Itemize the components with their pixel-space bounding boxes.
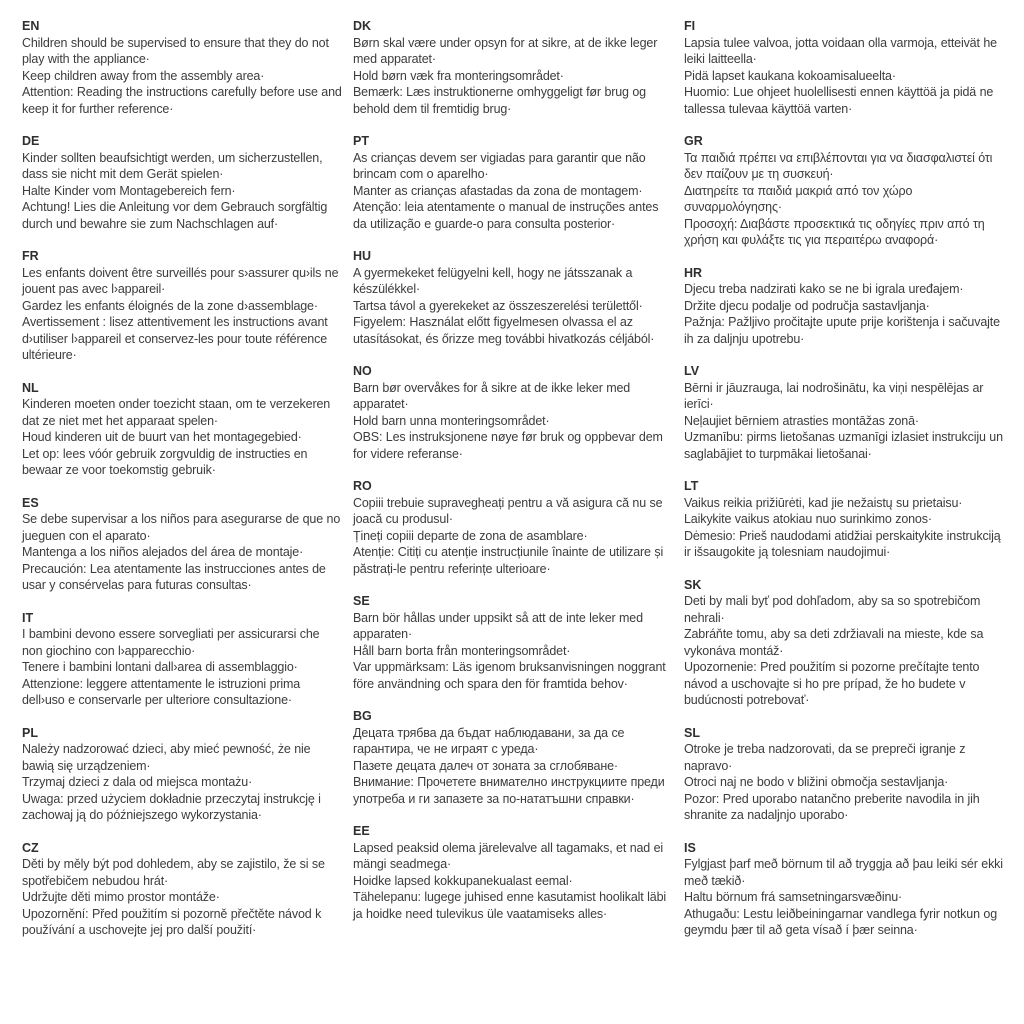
statement-fr-2: Gardez les enfants éloignés de la zone d›assemblage· xyxy=(22,298,318,313)
language-code-ee: EE xyxy=(353,824,370,838)
statement-es-3: Precaución: Lea atentamente las instrucciones antes de usar y consérvelas para futuras consultas· xyxy=(22,561,326,592)
language-section-hu xyxy=(353,248,673,347)
language-code-hu: HU xyxy=(353,249,372,263)
language-code-cz: CZ xyxy=(22,840,39,855)
statement-de-3: Achtung! Lies die Anleitung vor dem Gebrauch sorgfältig durch und bewahre sie zum Nachschlagen auf· xyxy=(22,200,328,231)
statement-de-1: Kinder sollten beaufsichtigt werden, um sicherzustellen, dass sie nicht mit dem Gerät spielen· xyxy=(22,150,323,181)
statement-lt-1: Vaikus reikia prižiūrėti, kad jie nežaistų su prietaisu· xyxy=(684,495,963,510)
language-section-ee xyxy=(353,823,673,922)
statement-pl-2: Trzymaj dzieci z dala od miejsca montażu· xyxy=(22,775,253,789)
column-middle xyxy=(353,18,673,938)
statement-no-3: OBS: Les instruksjonene nøye før bruk og oppbevar dem for videre referanse· xyxy=(353,430,663,461)
statement-hu-3: Figyelem: Használat előtt figyelmesen olvassa el az utasításokat, és őrizze meg további hivatkozás céljából· xyxy=(353,315,655,346)
statement-it-2: Tenere i bambini lontani dall›area di assemblaggio· xyxy=(22,660,298,674)
statement-ee-1: Lapsed peaksid olema järelevalve all tagamaks, et nad ei mängi seadmega· xyxy=(353,840,664,871)
language-code-fr: FR xyxy=(22,249,39,263)
statement-sk-2: Zabráňte tomu, aby sa deti zdržiavali na mieste, kde sa vykonáva montáž· xyxy=(684,627,984,658)
statement-pl-1: Należy nadzorować dzieci, aby mieć pewność, że nie bawią się urządzeniem· xyxy=(22,742,311,773)
statement-cz-3: Upozornění: Před použitím si pozorně přečtěte návod k používání a uschovejte jej pro další použití· xyxy=(22,906,322,937)
statement-sl-1: Otroke je treba nadzorovati, da se prepreči igranje z napravo· xyxy=(684,742,966,773)
statement-fi-1: Lapsia tulee valvoa, jotta voidaan olla varmoja, etteivät he leiki laitteella· xyxy=(684,35,997,66)
language-section-pl xyxy=(22,725,342,824)
language-code-pl: PL xyxy=(22,725,38,740)
statement-en-2: Keep children away from the assembly area· xyxy=(22,68,265,83)
statement-no-2: Hold barn unna monteringsområdet· xyxy=(353,413,550,428)
statement-lt-2: Laikykite vaikus atokiau nuo surinkimo zonos· xyxy=(684,512,932,526)
column-right xyxy=(684,18,1004,955)
language-section-is xyxy=(684,840,1004,939)
language-section-cz xyxy=(22,840,342,939)
statement-fr-1: Les enfants doivent être surveillés pour s›assurer qu›ils ne jouent pas avec l›appareil· xyxy=(22,265,339,296)
statement-lv-3: Uzmanību: pirms lietošanas uzmanīgi izlasiet instrukciju un saglabājiet to turpmākai lietošanai· xyxy=(684,430,1003,461)
language-section-fr xyxy=(22,248,342,364)
statement-hr-2: Držite djecu podalje od područja sastavljanja· xyxy=(684,298,930,313)
column-left xyxy=(22,18,342,955)
statement-pt-2: Manter as crianças afastadas da zona de montagem· xyxy=(353,183,643,198)
statement-is-2: Haltu börnum frá samsetningarsvæðinu· xyxy=(684,890,903,904)
statement-hu-1: A gyermekeket felügyelni kell, hogy ne játsszanak a készülékkel· xyxy=(353,265,633,296)
statement-sk-1: Deti by mali byť pod dohľadom, aby sa so spotrebičom nehrali· xyxy=(684,594,981,625)
statement-se-2: Håll barn borta från monteringsområdet· xyxy=(353,643,571,658)
language-code-de: DE xyxy=(22,134,40,148)
statement-dk-3: Bemærk: Læs instruktionerne omhyggeligt før brug og behold dem til fremtidig brug· xyxy=(353,85,646,116)
language-code-it: IT xyxy=(22,610,34,625)
language-code-dk: DK xyxy=(353,19,372,33)
statement-gr-3: Προσοχή: Διαβάστε προσεκτικά τις οδηγίες πριν από τη χρήση και φυλάξτε τις για περαιτέρω αναφορά· xyxy=(684,216,985,247)
language-section-dk xyxy=(353,18,673,117)
statement-lt-3: Dėmesio: Prieš naudodami atidžiai perskaitykite instrukciją ir išsaugokite ją tolesniam naudojimui· xyxy=(684,528,1001,559)
language-code-fi: FI xyxy=(684,19,696,33)
language-code-lv: LV xyxy=(684,364,700,378)
statement-es-1: Se debe supervisar a los niños para asegurarse de que no jueguen con el aparato· xyxy=(22,512,341,543)
statement-es-2: Mantenga a los niños alejados del área de montaje· xyxy=(22,545,304,559)
statement-gr-1: Τα παιδιά πρέπει να επιβλέπονται για να διασφαλιστεί ότι δεν παίζουν με τη συσκευή· xyxy=(684,150,993,181)
language-section-se xyxy=(353,593,673,692)
statement-cz-1: Děti by měly být pod dohledem, aby se zajistilo, že si se spotřebičem nebudou hrát· xyxy=(22,857,325,888)
language-section-es xyxy=(22,495,342,594)
statement-ee-2: Hoidke lapsed kokkupanekualast eemal· xyxy=(353,873,573,888)
language-code-bg: BG xyxy=(353,709,372,723)
language-code-ro: RO xyxy=(353,479,372,493)
language-section-lv xyxy=(684,363,1004,462)
statement-nl-1: Kinderen moeten onder toezicht staan, om te verzekeren dat ze niet met het apparaat spelen· xyxy=(22,397,331,428)
statement-hr-1: Djecu treba nadzirati kako se ne bi igrala uređajem· xyxy=(684,282,964,296)
statement-bg-2: Пазете децата далеч от зоната за сглобяване· xyxy=(353,758,618,773)
statement-fr-3: Avertissement : lisez attentivement les instructions avant d›utiliser l›appareil et conservez-les pour toute référence ultérieure· xyxy=(22,315,328,362)
language-code-no: NO xyxy=(353,364,372,378)
statement-is-1: Fylgjast þarf með börnum til að tryggja að þau leiki sér ekki með tækið· xyxy=(684,857,1003,888)
statement-fi-2: Pidä lapset kaukana kokoamisalueelta· xyxy=(684,68,896,83)
statement-ro-2: Țineți copiii departe de zona de asamblare· xyxy=(353,528,588,543)
language-code-es: ES xyxy=(22,495,39,510)
statement-hu-2: Tartsa távol a gyerekeket az összeszerelési területtől· xyxy=(353,298,643,313)
language-section-lt xyxy=(684,478,1004,561)
statement-en-1: Children should be supervised to ensure that they do not play with the appliance· xyxy=(22,35,329,66)
language-section-sl xyxy=(684,725,1004,824)
language-section-de xyxy=(22,133,342,232)
language-section-gr xyxy=(684,133,1004,249)
statement-dk-2: Hold børn væk fra monteringsområdet· xyxy=(353,68,564,83)
statement-nl-3: Let op: lees vóór gebruik zorgvuldig de instructies en bewaar ze voor toekomstig gebruik· xyxy=(22,446,308,477)
statement-nl-2: Houd kinderen uit de buurt van het montagegebied· xyxy=(22,430,302,444)
language-section-bg xyxy=(353,708,673,807)
statement-no-1: Barn bør overvåkes for å sikre at de ikke leker med apparatet· xyxy=(353,380,631,411)
language-section-pt xyxy=(353,133,673,232)
language-section-fi xyxy=(684,18,1004,117)
statement-ee-3: Tähelepanu: lugege juhised enne kasutamist hoolikalt läbi ja hoidke need tulevikus üle vaatamiseks alles· xyxy=(353,890,667,921)
language-code-sl: SL xyxy=(684,725,700,740)
statement-bg-1: Децата трябва да бъдат наблюдавани, за да се гарантира, че не играят с уреда· xyxy=(353,725,625,756)
language-code-sk: SK xyxy=(684,577,702,592)
statement-se-3: Var uppmärksam: Läs igenom bruksanvisningen noggrant före användning och spara den för framtida behov· xyxy=(353,660,666,691)
statement-dk-1: Børn skal være under opsyn for at sikre, at de ikke leger med apparatet· xyxy=(353,35,658,66)
language-section-no xyxy=(353,363,673,462)
language-section-ro xyxy=(353,478,673,577)
statement-is-3: Athugaðu: Lestu leiðbeiningarnar vandlega fyrir notkun og geymdu þær til að geta vísað í þær seinna· xyxy=(684,906,998,937)
language-code-hr: HR xyxy=(684,265,703,280)
language-code-pt: PT xyxy=(353,134,369,148)
language-code-se: SE xyxy=(353,594,370,608)
statement-pl-3: Uwaga: przed użyciem dokładnie przeczytaj instrukcję i zachowaj ją do późniejszego wykorzystania· xyxy=(22,791,321,822)
language-code-gr: GR xyxy=(684,134,703,148)
language-code-is: IS xyxy=(684,840,696,855)
statement-lv-2: Neļaujiet bērniem atrasties montāžas zonā· xyxy=(684,413,919,428)
statement-it-3: Attenzione: leggere attentamente le istruzioni prima dell›uso e conservarle per ulteriore consultazione· xyxy=(22,676,301,707)
statement-sk-3: Upozornenie: Pred použitím si pozorne prečítajte tento návod a uschovajte si ho pre prípad, že ho budete v budúcnosti potrebovať· xyxy=(684,660,980,707)
language-section-en xyxy=(22,18,342,117)
statement-gr-2: Διατηρείτε τα παιδιά μακριά από τον χώρο συναρμολόγησης· xyxy=(684,183,913,214)
statement-de-2: Halte Kinder vom Montagebereich fern· xyxy=(22,183,236,198)
language-section-hr xyxy=(684,265,1004,348)
statement-pt-1: As crianças devem ser vigiadas para garantir que não brincam com o aparelho· xyxy=(353,150,646,181)
statement-en-3: Attention: Reading the instructions carefully before use and keep it for further reference· xyxy=(22,85,342,116)
statement-bg-3: Внимание: Прочетете внимателно инструкциите преди употреба и ги запазете за по-нататъшни справки· xyxy=(353,775,665,806)
language-columns xyxy=(22,18,1024,955)
statement-lv-1: Bērni ir jāuzrauga, lai nodrošinātu, ka viņi nespēlējas ar ierīci· xyxy=(684,380,984,411)
statement-fi-3: Huomio: Lue ohjeet huolellisesti ennen käyttöä ja pidä ne tallessa tulevaa käyttöä varten· xyxy=(684,85,994,116)
statement-pt-3: Atenção: leia atentamente o manual de instruções antes da utilização e guarde-o para consulta posterior· xyxy=(353,200,659,231)
language-code-en: EN xyxy=(22,19,40,33)
statement-ro-1: Copiii trebuie supravegheați pentru a vă asigura că nu se joacă cu produsul· xyxy=(353,495,663,526)
statement-hr-3: Pažnja: Pažljivo pročitajte upute prije korištenja i sačuvajte ih za daljnju upotrebu· xyxy=(684,315,1000,346)
language-code-lt: LT xyxy=(684,479,699,493)
statement-ro-3: Atenție: Citiți cu atenție instrucțiunile înainte de utilizare și păstrați-le pentru referințe ulterioare· xyxy=(353,545,664,576)
statement-sl-3: Pozor: Pred uporabo natančno preberite navodila in jih shranite za nadaljnjo uporabo· xyxy=(684,791,980,822)
language-section-sk xyxy=(684,577,1004,709)
language-code-nl: NL xyxy=(22,380,39,395)
statement-se-1: Barn bör hållas under uppsikt så att de inte leker med apparaten· xyxy=(353,610,643,641)
statement-cz-2: Udržujte děti mimo prostor montáže· xyxy=(22,890,220,904)
statement-sl-2: Otroci naj ne bodo v bližini območja sestavljanja· xyxy=(684,775,949,789)
statement-it-1: I bambini devono essere sorvegliati per assicurarsi che non giochino con l›apparecchio· xyxy=(22,627,320,658)
language-section-nl xyxy=(22,380,342,479)
language-section-it xyxy=(22,610,342,709)
